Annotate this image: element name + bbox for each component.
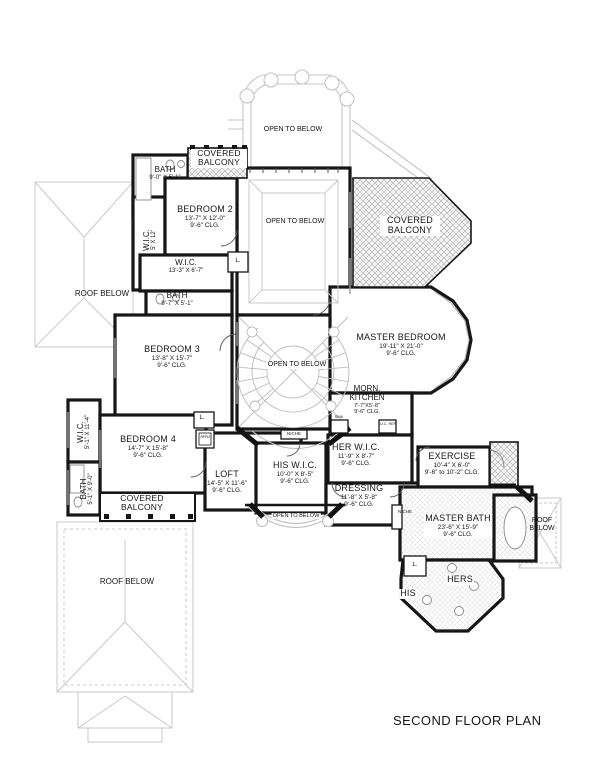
room-name: BEDROOM 2 <box>177 204 233 214</box>
label-open-to-below-tower: OPEN TO BELOW <box>263 126 323 133</box>
room-name: BEDROOM 3 <box>144 344 200 354</box>
room-dims: 9'-0" X 5'-1" <box>149 174 181 181</box>
label-covered-balcony-top: COVERED BALCONY <box>191 149 247 168</box>
label-open-to-below-stairs: OPEN TO BELOW <box>267 361 327 368</box>
room-dims: 19'-11" X 21'-0" <box>379 342 423 350</box>
room-dims: 13'-8" X 15'-7" <box>151 354 193 362</box>
room-ceiling: 9'-6" CLG. <box>212 486 242 494</box>
tower-linework <box>228 70 432 183</box>
label-bath-4 <box>79 473 95 504</box>
room-name: W.I.C. <box>141 229 151 251</box>
room-ceiling: 9'-6" CLG. <box>344 500 374 508</box>
room-name-2: KITCHEN <box>349 392 385 402</box>
room-ceiling: 9'-6" CLG. <box>280 477 310 485</box>
label-master-bath <box>424 514 492 538</box>
room-name: BATH <box>154 165 176 174</box>
label-dressing <box>335 484 384 508</box>
plan-title: SECOND FLOOR PLAN <box>393 713 542 728</box>
roof-line-1: ROOF <box>531 517 553 524</box>
room-dims: 11'-9" X 8'-7" <box>337 452 375 460</box>
room-dims: 5'-1" X 11'-4" <box>85 414 92 450</box>
label-master-bedroom <box>356 333 445 357</box>
label-sink: SINK <box>334 415 344 419</box>
label-niche-master-bath: NICHE <box>397 509 413 514</box>
room-name: BEDROOM 4 <box>120 434 176 444</box>
room-name: W.I.C. <box>75 421 85 443</box>
label-uc-ref: U.C. REF <box>380 422 396 426</box>
room-ceiling: 9'-6" CLG. <box>386 349 416 357</box>
room-name: DRESSING <box>334 483 384 493</box>
label-hers-vanity: HERS <box>447 574 473 584</box>
room-name: MASTER BATH <box>425 513 491 523</box>
label-linen-foyer: L. <box>235 257 241 264</box>
label-exercise <box>425 452 480 476</box>
label-roof-below-left: ROOF BELOW <box>74 289 130 298</box>
room-name: HIS W.I.C. <box>272 460 318 470</box>
room-dims: 13'-3" X 6'-7" <box>168 267 204 274</box>
label-bedroom-4 <box>120 435 176 459</box>
label-bath-3 <box>161 292 192 307</box>
room-dims: 5'-1" X 9'-0" <box>88 473 95 505</box>
label-niche-rotunda: NICHE <box>286 431 302 436</box>
room-ceiling: 9'-6" CLG. <box>354 408 380 415</box>
room-ceiling: 9'-6" CLG. <box>190 221 220 229</box>
room-name: MASTER BEDROOM <box>356 332 446 342</box>
roof-line-2: BELOW <box>529 524 555 532</box>
room-dims: 13'-7" X 12'-0" <box>184 214 226 222</box>
label-open-to-below-terrace: OPEN TO BELOW <box>272 513 320 519</box>
label-loft <box>207 470 247 494</box>
room-ceiling: 9'-6" CLG. <box>157 361 187 369</box>
label-bedroom-2 <box>177 205 233 229</box>
room-name: EXERCISE <box>428 451 476 461</box>
label-bedroom-3 <box>144 345 200 369</box>
room-ceiling: 9'-6" CLG. <box>424 531 492 538</box>
label-her-wic <box>332 443 380 467</box>
room-name: LOFT <box>215 469 239 479</box>
room-dims: 23'-6" X 15'-9" <box>424 524 492 531</box>
room-dims: 14'-5" X 11'-6" <box>207 479 247 487</box>
label-wic-4 <box>76 415 92 449</box>
room-name: HER W.I.C. <box>331 442 381 452</box>
label-covered-balcony-bottom: COVERED BALCONY <box>113 494 171 513</box>
label-ahu: AHU <box>200 434 210 439</box>
room-dims: 14'-7" X 15'-8" <box>127 444 169 452</box>
room-name: W.I.C. <box>175 258 197 267</box>
room-ceiling: 9'-6" CLG. <box>341 459 371 467</box>
room-name: MORN. <box>353 384 381 393</box>
label-wic-hall <box>169 259 204 274</box>
room-dims: 7'-7"X5'-8" <box>353 402 380 409</box>
label-wic-2 <box>142 229 158 251</box>
label-roof-below-bottom: ROOF BELOW <box>99 577 155 586</box>
room-dims: 10'-0" X 8'-5" <box>276 470 314 478</box>
label-covered-balcony-right: COVERED BALCONY <box>380 216 440 236</box>
label-bath-2 <box>149 166 180 181</box>
room-dims: 9'-7" X 5'-1" <box>161 300 193 307</box>
label-linen-master-bath: L. <box>412 561 418 568</box>
room-dims: 11'-8" X 5'-8" <box>340 493 378 501</box>
label-linen-loft: L. <box>199 415 205 421</box>
label-his-vanity: HIS <box>400 588 416 598</box>
label-his-wic <box>273 461 317 485</box>
room-dims: 5' X 12' <box>151 230 158 250</box>
room-ceiling: 9'-6" to 10'-2" CLG. <box>424 468 480 476</box>
room-name: BATH <box>166 291 188 300</box>
room-name: BATH <box>78 478 88 500</box>
label-roof-below-right <box>529 517 554 532</box>
room-ceiling: 9'-6" CLG. <box>133 451 163 459</box>
room-dims: 10'-4" X 6'-0" <box>433 461 471 469</box>
label-morn-kitchen <box>349 385 384 415</box>
label-open-to-below-foyer: OPEN TO BELOW <box>265 218 325 225</box>
